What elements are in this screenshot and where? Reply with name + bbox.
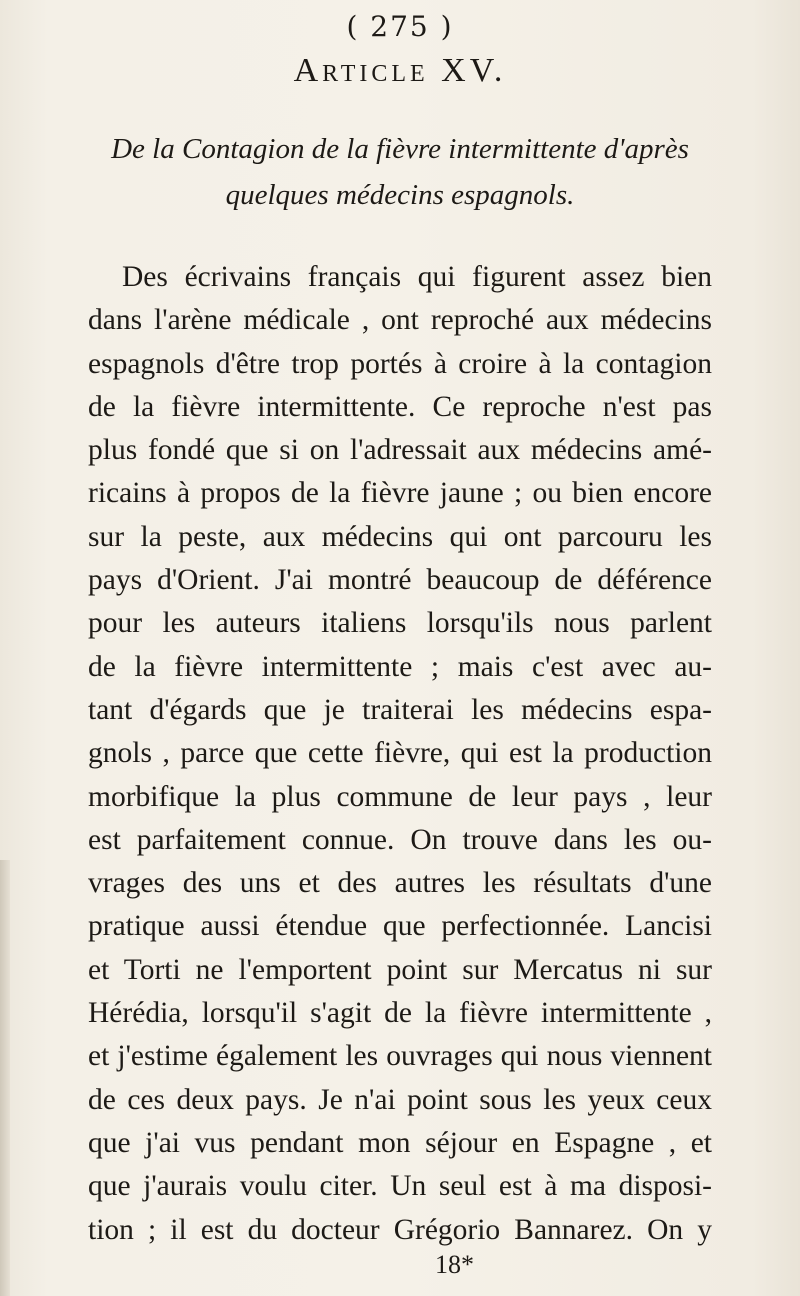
text-line: et Torti ne l'emportent point sur Mercatus ni sur (88, 953, 712, 986)
page-number: ( 275 ) (346, 10, 454, 43)
text-line: vrages des uns et des autres les résultats d'une (88, 867, 712, 900)
text-line: de ces deux pays. Je n'ai point sous les yeux ceux (88, 1083, 712, 1116)
text-line: tion ; il est du docteur Grégorio Bannarez. On y (88, 1213, 712, 1246)
text-line: dans l'arène médicale , ont reproché aux médecins (88, 304, 712, 337)
text-line: tant d'égards que je traiterai les médecins espa- (88, 693, 712, 726)
text-line: Des écrivains français qui figurent assez bien (122, 261, 712, 293)
signature-mark: 18* (435, 1250, 474, 1279)
page-edge-shadow (0, 860, 10, 1296)
text-line: plus fondé que si on l'adressait aux médecins amé- (88, 434, 712, 467)
text-line: sur la peste, aux médecins qui ont parcouru les (88, 520, 712, 553)
article-heading: Article XV. (293, 52, 507, 89)
text-line: pratique aussi étendue que perfectionnée. Lancisi (88, 910, 712, 943)
text-line: de la fièvre intermittente. Ce reproche n'est pas (88, 390, 712, 423)
text-line: gnols , parce que cette fièvre, qui est la production (88, 737, 712, 770)
text-line: de la fièvre intermittente ; mais c'est avec au- (88, 650, 712, 683)
text-line: pour les auteurs italiens lorsqu'ils nous parlent (88, 607, 712, 640)
article-subtitle-line-2: quelques médecins espagnols. (225, 179, 575, 211)
text-line: que j'ai vus pendant mon séjour en Espagne , et (88, 1126, 712, 1159)
article-subtitle-line-1: De la Contagion de la fièvre intermittente d'après (111, 133, 689, 165)
text-line: est parfaitement connue. On trouve dans les ou- (88, 823, 712, 856)
text-line: Hérédia, lorsqu'il s'agit de la fièvre intermittente , (88, 997, 712, 1030)
body-paragraph (88, 256, 712, 1252)
text-line: ricains à propos de la fièvre jaune ; ou bien encore (88, 477, 712, 510)
text-line: morbifique la plus commune de leur pays , leur (88, 780, 712, 813)
text-line: espagnols d'être trop portés à croire à la contagion (88, 347, 712, 380)
text-line: et j'estime également les ouvrages qui nous viennent (88, 1040, 712, 1073)
text-line: pays d'Orient. J'ai montré beaucoup de déférence (88, 564, 712, 597)
text-line: que j'aurais voulu citer. Un seul est à ma disposi- (88, 1170, 712, 1203)
